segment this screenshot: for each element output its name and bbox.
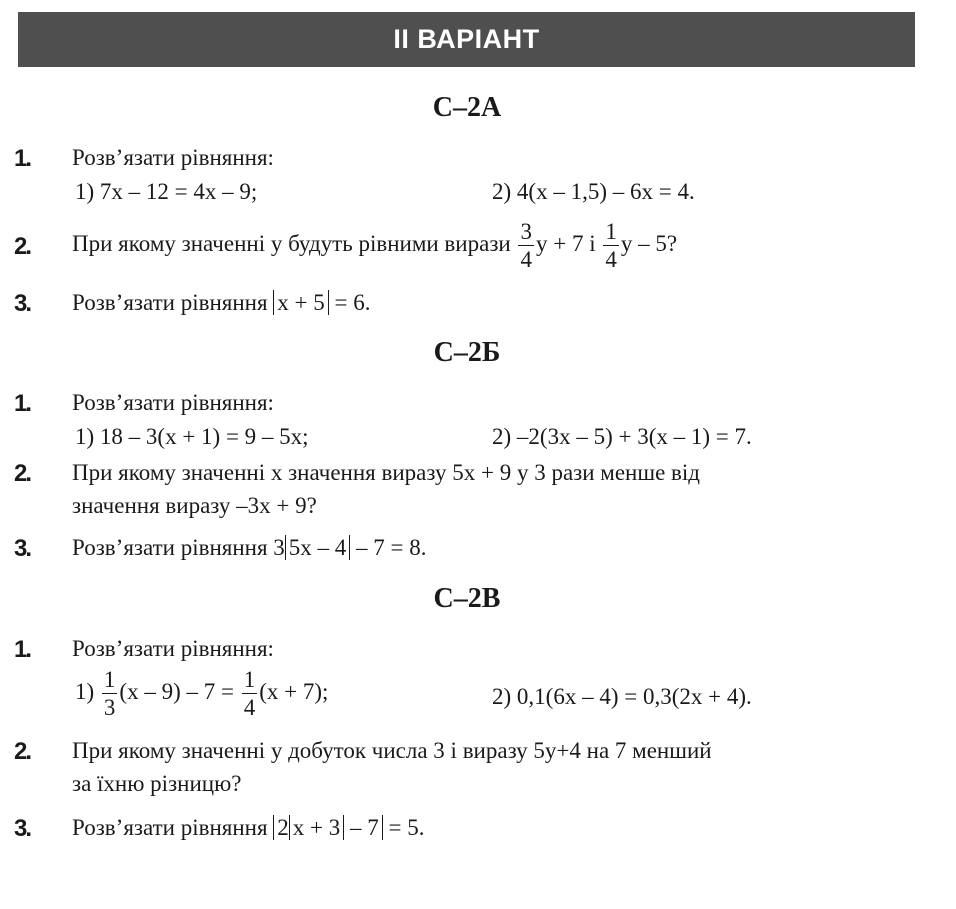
fraction	[242, 668, 258, 719]
expression: y – 5?	[620, 230, 678, 256]
denominator: 4	[243, 695, 256, 720]
equation-2: 2) –2(3x – 5) + 3(x – 1) = 7.	[492, 424, 752, 449]
fraction	[102, 668, 118, 719]
task-text-with-fractions	[72, 220, 677, 271]
expression: (x – 9) – 7 =	[119, 678, 234, 704]
task-number: 1.	[14, 390, 31, 417]
absolute-value-outer	[273, 815, 382, 840]
equation-rest: = 5.	[388, 815, 425, 840]
variant-banner: ІІ ВАРІАНТ	[18, 12, 915, 67]
absolute-value-inner: x + 3	[289, 815, 344, 840]
equation-body: 7x – 12 = 4x – 9;	[99, 179, 258, 204]
fraction	[518, 220, 534, 271]
task-number: 1.	[14, 145, 31, 172]
subtrahend: – 7	[350, 815, 379, 840]
task-text-abs	[72, 290, 371, 316]
fraction	[603, 220, 619, 271]
task-text: Розв’язати рівняння	[72, 290, 268, 315]
equation-prefix: 1)	[75, 678, 95, 704]
task-text-line-1: При якому значенні y добуток числа 3 і виразу 5y+4 на 7 менший	[72, 738, 712, 763]
task-text: При якому значенні y будуть рівними вирази	[72, 230, 511, 256]
equation-2: 2) 4(x – 1,5) – 6x = 4.	[492, 179, 695, 204]
task-number: 3.	[14, 290, 31, 317]
task-number: 1.	[14, 636, 31, 663]
task-text: Розв’язати рівняння:	[72, 390, 274, 415]
task-number: 3.	[14, 535, 31, 562]
task-number: 2.	[14, 738, 31, 765]
numerator: 3	[520, 219, 532, 244]
denominator: 4	[520, 247, 532, 272]
absolute-value: 5x – 4	[285, 535, 351, 560]
coefficient: 3	[273, 535, 285, 560]
denominator: 3	[103, 695, 116, 720]
equation-1: 1) 18 – 3(x + 1) = 9 – 5x;	[75, 424, 309, 449]
task-number: 2.	[14, 233, 31, 260]
task-text-line-2: за їхню різницю?	[72, 771, 242, 796]
section-title-a: С–2А	[432, 92, 502, 123]
equation-2: 2) 0,1(6x – 4) = 0,3(2x + 4).	[492, 684, 752, 709]
section-title-c: С–2В	[433, 583, 501, 614]
task-text: Розв’язати рівняння	[72, 535, 268, 560]
denominator: 4	[605, 247, 617, 272]
numerator: 1	[103, 667, 116, 692]
task-text-line-1: При якому значенні x значення виразу 5x + 9 у 3 рази менше від	[72, 460, 700, 485]
equation-1-fractions	[75, 668, 328, 719]
expression: (x + 7);	[259, 678, 329, 704]
expression: y + 7	[535, 230, 584, 256]
task-text-abs	[72, 815, 425, 841]
equation-1	[75, 179, 257, 205]
section-title-b: С–2Б	[433, 337, 501, 368]
task-text: Розв’язати рівняння	[72, 815, 268, 840]
task-text: Розв’язати рівняння:	[72, 145, 274, 170]
conjunction: і	[589, 230, 596, 256]
coefficient: 2	[277, 815, 289, 840]
equation-rest: = 6.	[334, 290, 371, 315]
task-number: 3.	[14, 815, 31, 842]
numerator: 1	[243, 667, 256, 692]
absolute-value: x + 5	[273, 290, 328, 315]
task-text-line-2: значення виразу –3x + 9?	[72, 493, 317, 518]
equation-rest: – 7 = 8.	[356, 535, 427, 560]
task-number: 2.	[14, 460, 31, 487]
task-text-abs	[72, 535, 427, 561]
task-text: Розв’язати рівняння:	[72, 636, 274, 661]
equation-prefix: 1)	[75, 179, 100, 204]
numerator: 1	[605, 219, 617, 244]
